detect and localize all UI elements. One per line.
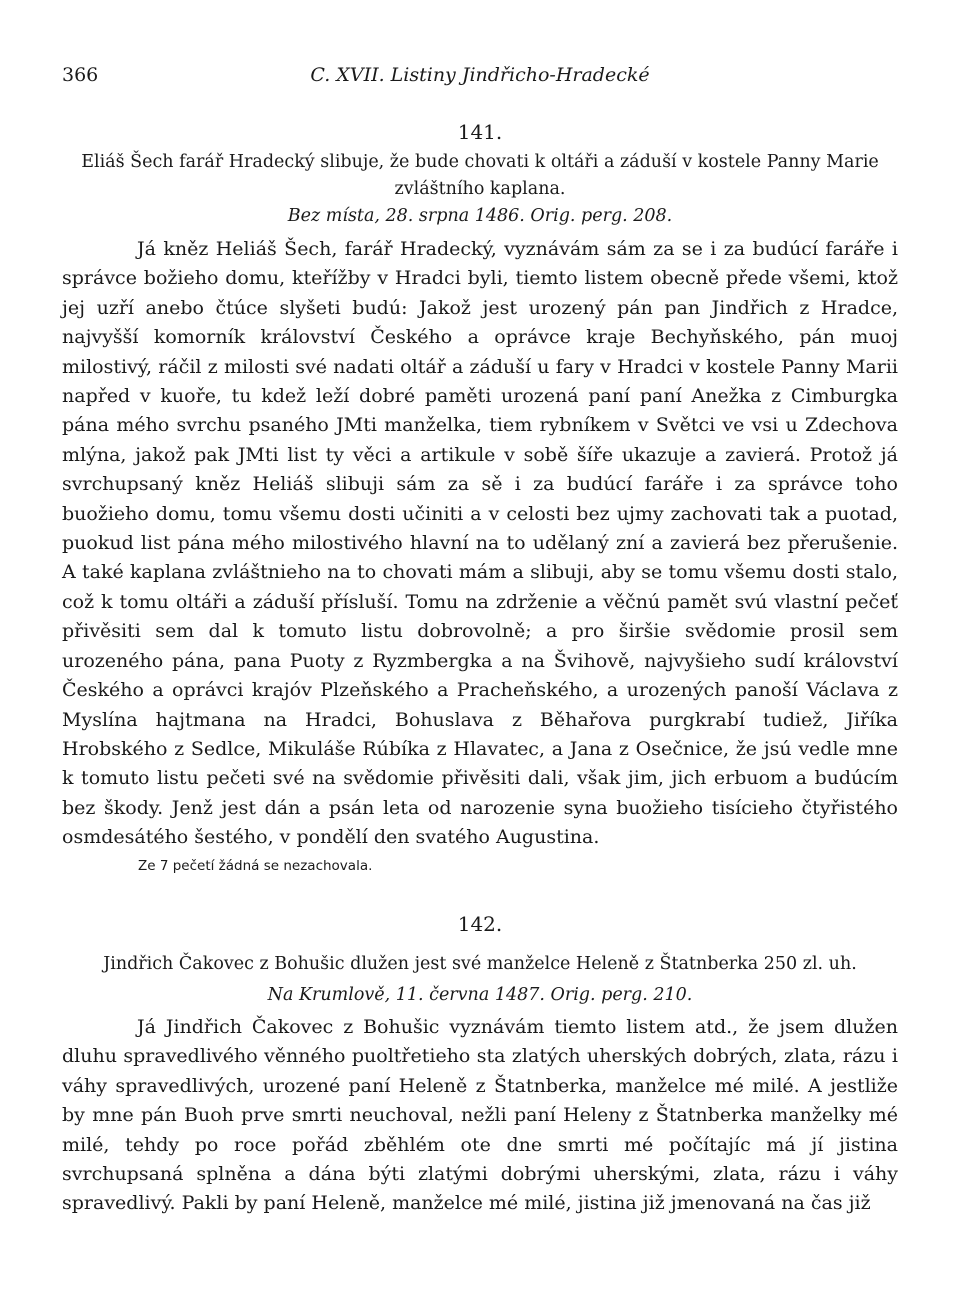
document-source: Bez místa, 28. srpna 1486. Orig. perg. 208. <box>287 206 673 226</box>
document-summary: Jindřich Čakovec z Bohušic dlužen jest své manželce Heleně z Štatnberka 250 zl. uh. <box>103 954 857 974</box>
document-body-text: Já kněz Heliáš Šech, farář Hradecký, vyznávám sám za se i za budúcí faráře i správce božieho domu, kteřížby v Hradci byli, tiemto listem obecně přede všemi, ktož jej uzří anebo čtúce slyšeti budú: Jakož jest urozený pán pan Jindřich z Hradce, najvyšší komorník království Českého a oprávce kraje Bechyňského, pán muoj milostivý, ráčil z milosti své nadati oltář a záduší u fary v Hradci v kostele Panny Marii napřed v kuoře, tu kdež leží dobré paměti urozená paní paní Anežka z Cimburgka pána mého svrchu psaného JMti manželka, tiem rybníkem v Světci ve vsi u Zdechova mlýna, jakož pak JMti list ty věci a artikule v sobě šíře ukazuje a zavierá. Protož já svrchupsaný kněz Heliáš slibuji sám za sě i za budúcí faráře i za správce toho buožieho domu, tomu všemu dosti učiniti a v celosti bez ujmy zachovati tak a puotad, puokud list pána mého milostivého hlavní na to udělaný zní a zavierá bez přerušenie. A také kaplana zvláštnieho na to chovati mám a slibuji, aby se tomu všemu dosti stalo, což k tomu oltáři a záduší přísluší. Tomu na zdrženie a věčnú pamět svú vlastní pečeť přivěsiti sem dal k tomuto listu dobrovolně; a pro širšie svědomie prosil sem urozeného pána, pana Puoty z Ryzmbergka a na Švihově, najvyšieho sudí království Českého a oprávci krajóv Plzeňského a Pracheňského, a urozených panoší Václava z Myslína hajtmana na Hradci, Bohuslava z Běhařova purgkrabí tudiež, Jiříka Hrobského z Sedlce, Mikuláše Rúbíka z Hlavatec, a Jana z Osečnice, že jsú vedle mne k tomuto listu pečeti své na svědomie přivěsiti dali, však jim, jich erbuom a budúcím bez škody. Jenž jest dán a psán leta od narozenie syna buožieho tisícieho čtyřistého osmdesátého šestého, v pondělí den svatého Augustina. <box>62 238 898 849</box>
document-number: 141. <box>457 120 503 144</box>
document-summary: Eliáš Šech farář Hradecký slibuje, že bude chovati k oltáři a záduší v kostele Panny Marie zvláštního kaplana. <box>81 152 879 199</box>
seal-footnote: Ze 7 pečetí žádná se nezachovala. <box>138 858 373 874</box>
document-source: Na Krumlově, 11. června 1487. Orig. perg. 210. <box>267 985 693 1005</box>
running-head <box>62 64 898 88</box>
document-body-text: Já Jindřich Čakovec z Bohušic vyznávám tiemto listem atd., že jsem dlužen dluhu spravedlivého věnného puoltřetieho sta zlatých uherských dobrých, zlata, rázu i váhy spravedlivých, urozené paní Heleně z Štatnberka, manželce mé milé. A jestliže by mne pán Buoh prve smrti neuchoval, nežli paní Heleny z Štatnberka manželky mé milé, tehdy po roce pořád zběhlém ote dne smrti mé počítajíc má jí jistina svrchupsaná splněna a dána býti zlatými dobrými uherskými, zlata, rázu i váhy spravedlivý. Pakli by paní Heleně, manželce mé milé, jistina již jmenovaná na čas již <box>62 1016 898 1215</box>
document-number: 142. <box>457 912 503 936</box>
running-title: C. XVII. Listiny Jindřicho-Hradecké <box>310 64 650 86</box>
page-number: 366 <box>62 64 99 86</box>
